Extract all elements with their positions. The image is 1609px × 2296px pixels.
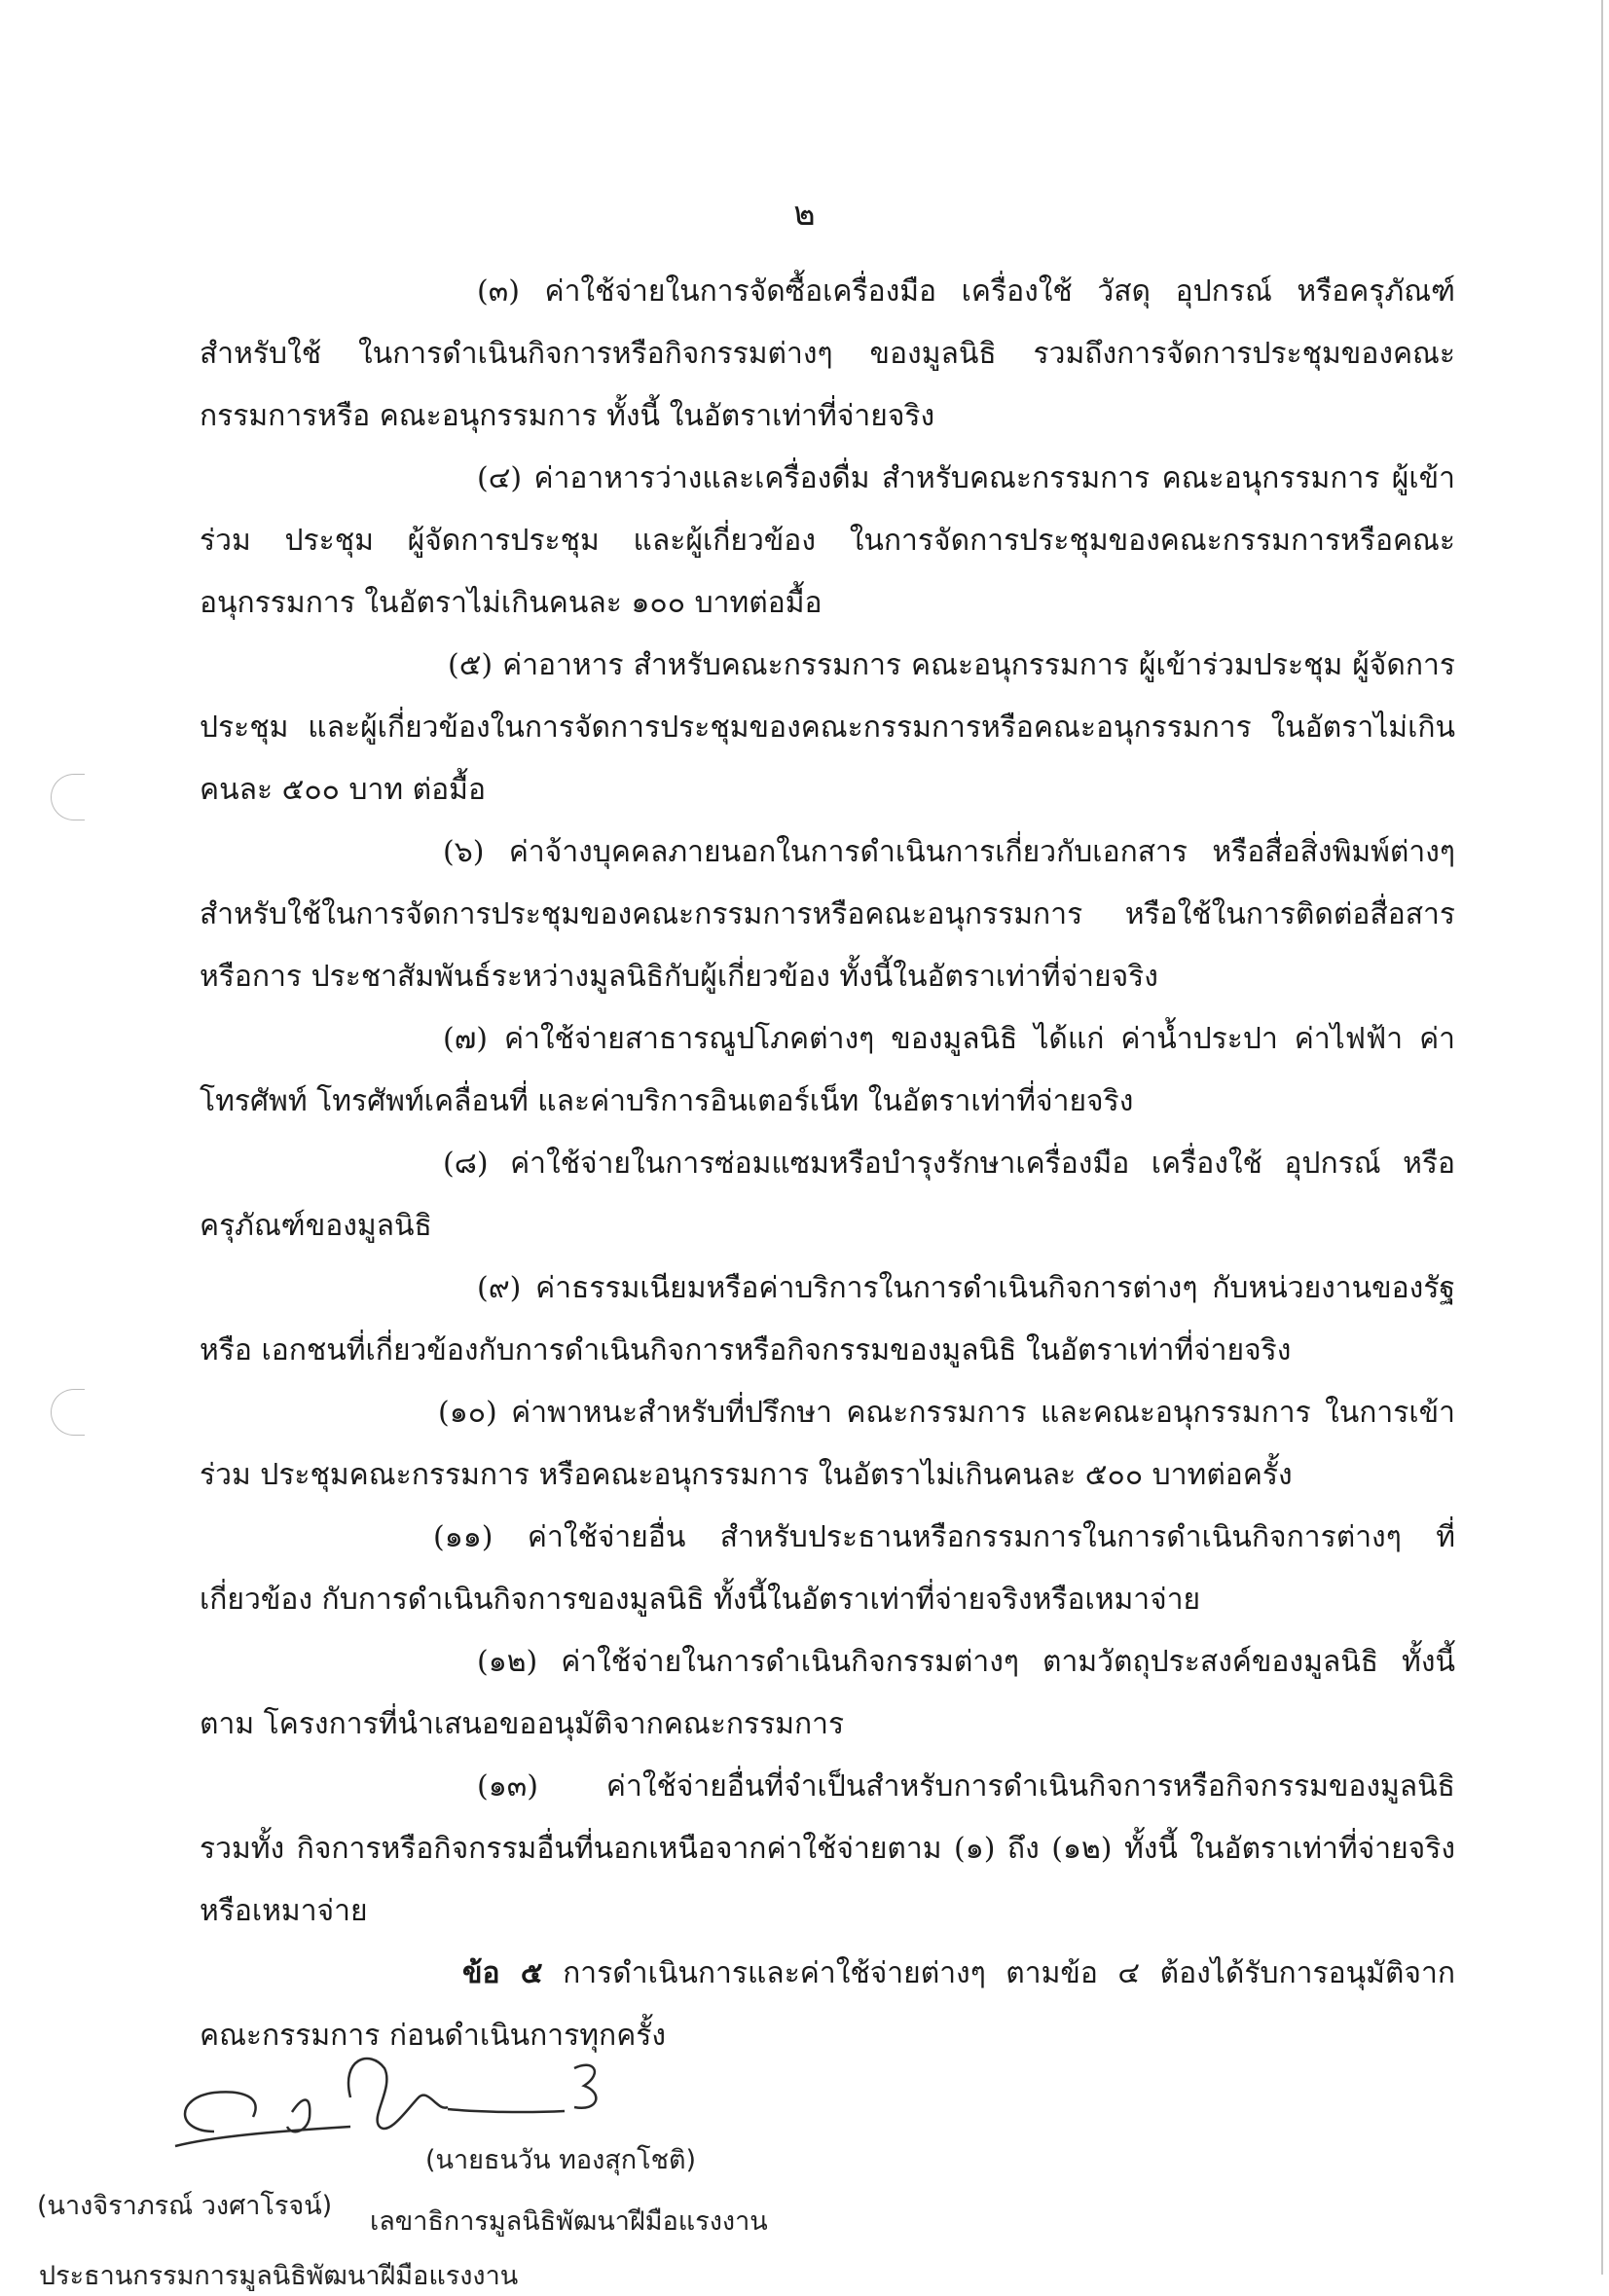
- clause-5-text: การดำเนินการและค่าใช้จ่ายต่างๆ ตามข้อ ๔ ต้องได้รับการอนุมัติจากคณะกรรมการ ก่อนดำเนินการทุกครั้ง: [200, 1956, 1455, 2053]
- paragraph-item-3: (๓) ค่าใช้จ่ายในการจัดซื้อเครื่องมือ เครื่องใช้ วัสดุ อุปกรณ์ หรือครุภัณฑ์ สำหรับใช้ ในการดำเนินกิจการหรือกิจกรรมต่างๆ ของมูลนิธิ รวมถึงการจัดการประชุมของคณะกรรมการหรือ คณะอนุกรรมการ ทั้งนี้ ในอัตราเท่าที่จ่ายจริง: [200, 274, 1455, 433]
- paragraph-item-7: (๗) ค่าใช้จ่ายสาธารณูปโภคต่างๆ ของมูลนิธิ ได้แก่ ค่าน้ำประปา ค่าไฟฟ้า ค่าโทรศัพท์ โทรศัพท์เคลื่อนที่ และค่าบริการอินเตอร์เน็ท ในอัตราเท่าที่จ่ายจริง: [200, 1022, 1455, 1118]
- paragraph-item-10: (๑๐) ค่าพาหนะสำหรับที่ปรึกษา คณะกรรมการ และคณะอนุกรรมการ ในการเข้าร่วม ประชุมคณะกรรมการ หรือคณะอนุกรรมการ ในอัตราไม่เกินคนละ ๕๐๐ บาทต่อครั้ง: [200, 1396, 1455, 1492]
- clause-5-heading: ข้อ ๕: [462, 1956, 543, 1990]
- paragraph-item-11: (๑๑) ค่าใช้จ่ายอื่น สำหรับประธานหรือกรรมการในการดำเนินกิจการต่างๆ ที่เกี่ยวข้อง กับการดำเนินกิจการของมูลนิธิ ทั้งนี้ในอัตราเท่าที่จ่ายจริงหรือเหมาจ่าย: [200, 1520, 1455, 1617]
- scan-edge: [1601, 0, 1603, 2275]
- paragraph-item-13: (๑๓) ค่าใช้จ่ายอื่นที่จำเป็นสำหรับการดำเนินกิจการหรือกิจกรรมของมูลนิธิ รวมทั้ง กิจการหรือกิจกรรมอื่นที่นอกเหนือจากค่าใช้จ่ายตาม (๑) ถึง (๑๒) ทั้งนี้ ในอัตราเท่าที่จ่ายจริงหรือเหมาจ่าย: [200, 1769, 1455, 1928]
- paragraph-item-9: (๙) ค่าธรรมเนียมหรือค่าบริการในการดำเนินกิจการต่างๆ กับหน่วยงานของรัฐหรือ เอกชนที่เกี่ยวข้องกับการดำเนินกิจการหรือกิจกรรมของมูลนิธิ ในอัตราเท่าที่จ่ายจริง: [200, 1271, 1455, 1367]
- chairman-title-cut: ประธานกรรมการมูลนิธิพัฒนาฝีมือแรงงาน: [39, 2261, 519, 2291]
- paragraph-item-4: (๔) ค่าอาหารว่างและเครื่องดื่ม สำหรับคณะกรรมการ คณะอนุกรรมการ ผู้เข้าร่วม ประชุม ผู้จัดการประชุม และผู้เกี่ยวข้อง ในการจัดการประชุมของคณะกรรมการหรือคณะอนุกรรมการ ในอัตราไม่เกินคนละ ๑๐๐ บาทต่อมื้อ: [200, 461, 1455, 620]
- secretary-name: (นายธนวัน ทองสุกโชติ): [425, 2145, 697, 2175]
- punch-hole-bottom: [51, 1389, 85, 1436]
- paragraph-item-8: (๘) ค่าใช้จ่ายในการซ่อมแซมหรือบำรุงรักษาเครื่องมือ เครื่องใช้ อุปกรณ์ หรือ ครุภัณฑ์ของมูลนิธิ: [200, 1147, 1455, 1243]
- paragraph-item-5: (๕) ค่าอาหาร สำหรับคณะกรรมการ คณะอนุกรรมการ ผู้เข้าร่วมประชุม ผู้จัดการประชุม และผู้เกี่ยวข้องในการจัดการประชุมของคณะกรรมการหรือคณะอนุกรรมการ ในอัตราไม่เกินคนละ ๕๐๐ บาท ต่อมื้อ: [200, 648, 1455, 807]
- page-number: ๒: [793, 195, 816, 234]
- document-body: [200, 261, 1455, 2067]
- paragraph-item-12: (๑๒) ค่าใช้จ่ายในการดำเนินกิจกรรมต่างๆ ตามวัตถุประสงค์ของมูลนิธิ ทั้งนี้ตาม โครงการที่นำเสนอขออนุมัติจากคณะกรรมการ: [200, 1645, 1455, 1741]
- chairman-name: (นางจิราภรณ์ วงศาโรจน์): [37, 2191, 333, 2221]
- secretary-title: เลขาธิการมูลนิธิพัฒนาฝีมือแรงงาน: [370, 2206, 768, 2237]
- punch-hole-top: [51, 774, 85, 820]
- paragraph-item-6: (๖) ค่าจ้างบุคคลภายนอกในการดำเนินการเกี่ยวกับเอกสาร หรือสื่อสิ่งพิมพ์ต่างๆ สำหรับใช้ในการจัดการประชุมของคณะกรรมการหรือคณะอนุกรรมการ หรือใช้ในการติดต่อสื่อสารหรือการ ประชาสัมพันธ์ระหว่างมูลนิธิกับผู้เกี่ยวข้อง ทั้งนี้ในอัตราเท่าที่จ่ายจริง: [200, 835, 1455, 994]
